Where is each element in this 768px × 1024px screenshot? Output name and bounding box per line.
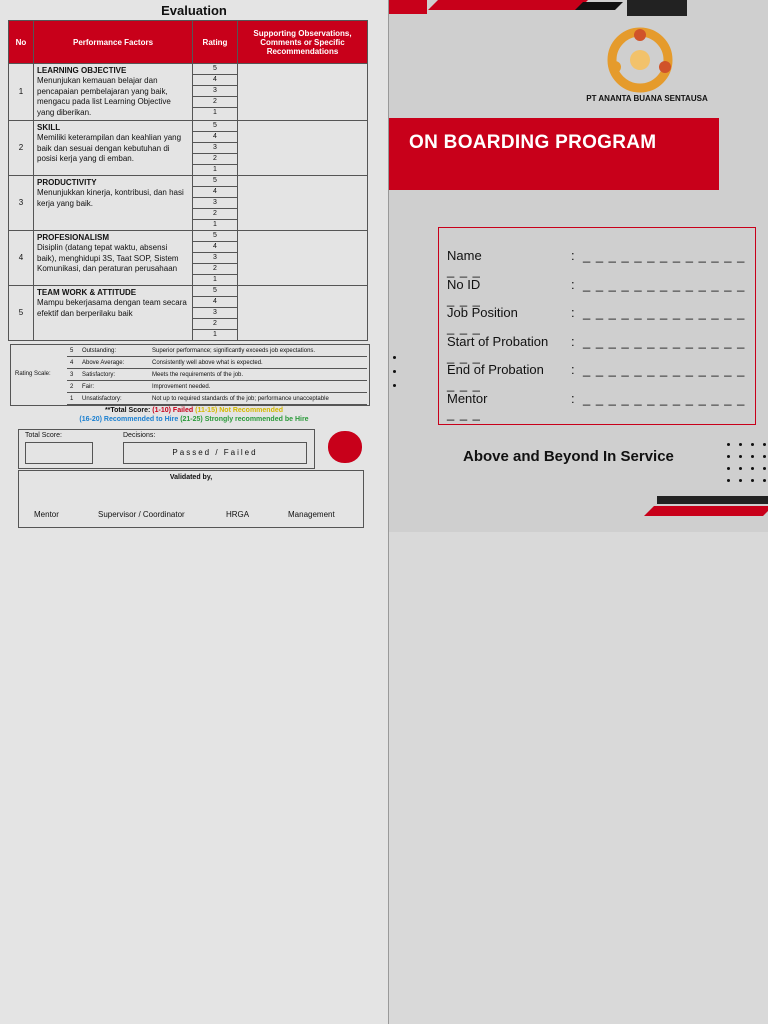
rating-option[interactable]: 1 <box>213 165 217 173</box>
scale-label: Unsatisfactory: <box>79 393 149 405</box>
dot-decor <box>763 467 766 470</box>
validated-by-label: Validated by, <box>169 474 213 481</box>
form-row <box>447 248 755 278</box>
rating-option[interactable]: 5 <box>193 286 237 297</box>
form-colon: : <box>571 248 575 263</box>
rating-option[interactable]: 4 <box>193 75 237 86</box>
dot-decor <box>393 370 396 373</box>
rating-cell <box>193 175 238 230</box>
rating-option[interactable]: 4 <box>193 297 237 308</box>
rating-option[interactable]: 2 <box>193 154 237 165</box>
stripe-top-left <box>389 0 427 14</box>
dot-decor <box>739 467 742 470</box>
rating-cell <box>193 120 238 175</box>
scale-row <box>67 393 367 405</box>
decision-field[interactable]: Passed / Failed <box>123 442 307 464</box>
evaluation-row <box>9 120 368 175</box>
rating-option[interactable]: 5 <box>193 231 237 242</box>
rating-option[interactable]: 4 <box>193 242 237 253</box>
evaluation-title: Evaluation <box>161 3 227 18</box>
total-score-legend: **Total Score: (1-10) Failed (11-15) Not Recommended (16-20) Recommended to Hire (21-25) Strongly recommended be Hire <box>79 407 309 424</box>
evaluation-row <box>9 64 368 121</box>
total-score-field[interactable] <box>25 442 93 464</box>
dot-decor <box>763 455 766 458</box>
scale-score: 5 <box>67 345 79 357</box>
factor-number: 2 <box>9 120 34 175</box>
factor-cell <box>34 285 193 340</box>
performance-objective-area <box>389 532 768 1024</box>
rating-option[interactable]: 4 <box>193 132 237 143</box>
scale-row <box>67 345 367 357</box>
stripe-bottom-red <box>644 506 768 516</box>
form-colon: : <box>571 276 575 292</box>
dot-decor <box>727 479 730 482</box>
scale-score: 3 <box>67 369 79 381</box>
observation-cell[interactable] <box>238 120 368 175</box>
rating-option[interactable]: 5 <box>193 121 237 132</box>
validation-box <box>18 470 364 528</box>
rating-cell <box>193 64 238 121</box>
dot-decor <box>727 455 730 458</box>
observation-cell[interactable] <box>238 285 368 340</box>
factor-description: Disiplin (datang tepat waktu, absensi baik), menghidupi 3S, Taat SOP, Sistem Komunikasi, dan peraturan perusahaan <box>37 243 179 274</box>
signatory-hrga: HRGA <box>226 510 250 519</box>
dot-decor <box>739 479 742 482</box>
rating-option[interactable]: 1 <box>213 220 217 228</box>
observation-cell[interactable] <box>238 175 368 230</box>
rating-option[interactable]: 3 <box>193 253 237 264</box>
dot-decor <box>739 443 742 446</box>
scale-description: Meets the requirements of the job. <box>149 369 367 381</box>
dot-decor <box>763 479 766 482</box>
dot-decor <box>751 443 754 446</box>
form-row <box>447 391 755 421</box>
scale-label: Satisfactory: <box>79 369 149 381</box>
factor-title: LEARNING OBJECTIVE <box>37 66 127 75</box>
learning-objective-area <box>0 532 388 1024</box>
rating-option[interactable]: 3 <box>193 308 237 319</box>
factor-cell <box>34 175 193 230</box>
form-label: Name <box>447 248 482 263</box>
factor-description: Memiliki keterampilan dan keahlian yang baik dan sesuai dengan kebutuhan di posisi kerja yang di emban. <box>37 133 182 164</box>
form-blank[interactable]: _ _ _ _ _ _ _ _ _ _ _ _ _ _ _ _ <box>447 305 746 335</box>
rating-option[interactable]: 2 <box>193 209 237 220</box>
scale-row <box>67 369 367 381</box>
form-colon: : <box>571 333 575 349</box>
employee-form <box>438 227 756 425</box>
scale-label: Fair: <box>79 381 149 393</box>
form-colon: : <box>571 362 575 377</box>
scale-row <box>67 357 367 369</box>
rating-option[interactable]: 5 <box>193 176 237 187</box>
scale-description: Improvement needed. <box>149 381 367 393</box>
form-blank[interactable]: _ _ _ _ _ _ _ _ _ _ _ _ _ _ _ _ <box>447 248 746 278</box>
dot-decor <box>751 455 754 458</box>
dot-decor <box>727 443 730 446</box>
form-label: Mentor <box>447 390 488 406</box>
company-name: PT ANANTA BUANA SENTAUSA <box>586 94 708 103</box>
scale-score: 2 <box>67 381 79 393</box>
form-blank[interactable]: _ _ _ _ _ _ _ _ _ _ _ _ _ _ _ _ <box>447 276 746 307</box>
factor-cell <box>34 120 193 175</box>
stripe-bottom-dark <box>657 496 768 504</box>
rating-scale-table <box>67 345 367 405</box>
factor-number: 5 <box>9 285 34 340</box>
rating-option[interactable]: 2 <box>193 264 237 275</box>
dot-decor <box>393 384 396 387</box>
rating-option[interactable]: 1 <box>213 109 217 116</box>
rating-option[interactable]: 1 <box>213 275 217 283</box>
factor-description: Mampu bekerjasama dengan team secara efektif dan berperilaku baik <box>37 298 187 318</box>
factor-description: Menunjukkan kinerja, kontribusi, dan hasi kerja yang baik. <box>37 188 184 208</box>
observation-cell[interactable] <box>238 64 368 121</box>
dot-decor <box>727 467 730 470</box>
scale-score: 1 <box>67 393 79 405</box>
form-label: End of Probation <box>447 362 544 377</box>
rating-option[interactable]: 1 <box>213 330 217 338</box>
scale-description: Not up to required standards of the job; performance unacceptable <box>149 393 367 405</box>
stripe-top-dark <box>575 2 623 10</box>
scale-score: 4 <box>67 357 79 369</box>
col-rating: Rating <box>193 21 238 64</box>
rating-cell <box>193 285 238 340</box>
rating-option[interactable]: 3 <box>193 143 237 154</box>
factor-number: 1 <box>9 64 34 121</box>
form-row <box>447 305 755 335</box>
rating-option[interactable]: 2 <box>193 97 237 108</box>
form-blank[interactable]: _ _ _ _ _ _ _ _ _ _ _ _ _ _ _ _ <box>447 362 746 392</box>
factor-cell <box>34 230 193 285</box>
dot-decor <box>751 467 754 470</box>
rating-scale-label: Rating Scale: <box>15 371 51 377</box>
factor-cell <box>34 64 193 121</box>
evaluation-table <box>8 20 368 341</box>
banner-title: ON BOARDING PROGRAM <box>409 132 657 153</box>
stripe-top <box>428 0 588 10</box>
evaluation-row <box>9 230 368 285</box>
form-row <box>447 362 755 392</box>
rating-option[interactable]: 5 <box>193 64 237 75</box>
cover-page <box>389 0 768 1024</box>
scale-label: Outstanding: <box>79 345 149 357</box>
factor-title: PROFESIONALISM <box>37 232 110 242</box>
form-label: Start of Probation <box>447 333 549 349</box>
dot-decor <box>763 443 766 446</box>
rating-option[interactable]: 2 <box>193 319 237 330</box>
col-no: No <box>9 21 34 64</box>
evaluation-row <box>9 285 368 340</box>
dot-decor <box>751 479 754 482</box>
rating-option[interactable]: 4 <box>193 187 237 198</box>
factor-number: 3 <box>9 175 34 230</box>
scale-description: Superior performance; significantly exceeds job expectations. <box>149 345 367 357</box>
form-label: No ID <box>447 276 481 292</box>
company-logo <box>601 27 679 93</box>
rating-option[interactable]: 3 <box>193 198 237 209</box>
dot-decor <box>393 356 396 359</box>
score-decision-box <box>18 429 315 469</box>
rating-option[interactable]: 3 <box>193 86 237 97</box>
evaluation-row <box>9 175 368 230</box>
total-score-label: Total Score: <box>25 432 62 439</box>
factor-title: PRODUCTIVITY <box>37 177 97 187</box>
form-blank[interactable]: _ _ _ _ _ _ _ _ _ _ _ _ _ _ _ _ <box>447 390 746 421</box>
form-row <box>447 277 755 307</box>
stripe-top-right <box>627 0 687 16</box>
form-label: Job Position <box>447 305 518 320</box>
scale-description: Consistently well above what is expected. <box>149 357 367 369</box>
form-colon: : <box>571 390 575 406</box>
tagline: Above and Beyond In Service <box>463 448 674 465</box>
signatory-supervisor: Supervisor / Coordinator <box>98 510 185 519</box>
scale-row <box>67 381 367 393</box>
rating-cell <box>193 230 238 285</box>
col-observations: Supporting Observations, Comments or Specific Recommendations <box>238 21 368 64</box>
form-colon: : <box>571 305 575 320</box>
col-performance-factors: Performance Factors <box>34 21 193 64</box>
title-banner <box>389 118 719 190</box>
signatory-management: Management <box>288 510 335 519</box>
factor-title: TEAM WORK & ATTITUDE <box>37 287 137 297</box>
factor-number: 4 <box>9 230 34 285</box>
signatory-mentor: Mentor <box>34 510 59 519</box>
dot-decor <box>739 455 742 458</box>
factor-title: SKILL <box>37 122 61 132</box>
scale-label: Above Average: <box>79 357 149 369</box>
form-blank[interactable]: _ _ _ _ _ _ _ _ _ _ _ _ _ _ _ _ <box>447 333 746 364</box>
form-row <box>447 334 755 364</box>
factor-description: Menunjukan kemauan belajar dan pencapaian pembelajaran yang baik, mengacu pada list Learning Objective yang diberikan. <box>37 76 171 117</box>
observation-cell[interactable] <box>238 230 368 285</box>
seal-stamp <box>328 431 362 463</box>
decisions-label: Decisions: <box>123 432 156 439</box>
rating-scale <box>10 344 370 406</box>
